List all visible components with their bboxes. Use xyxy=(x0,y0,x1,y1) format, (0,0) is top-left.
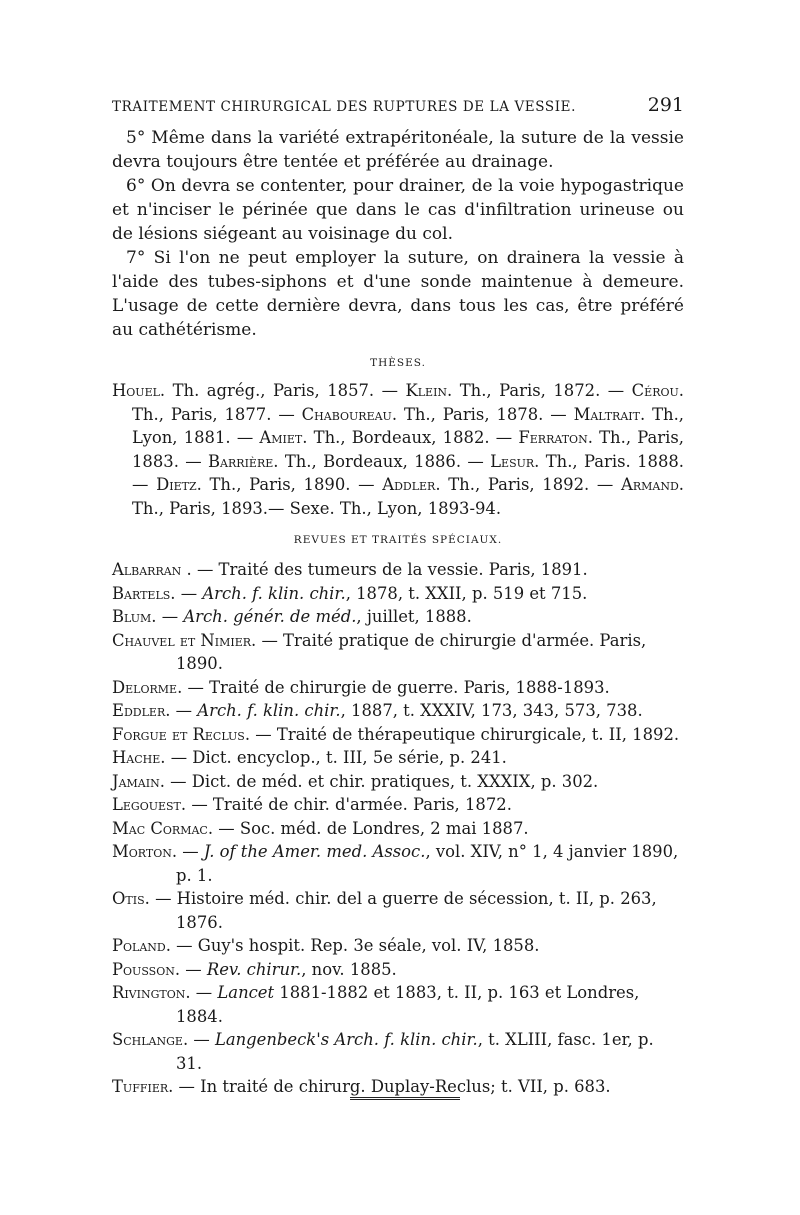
bib-author: Forgue et Reclus xyxy=(112,724,245,744)
thesis-author: Chaboureau xyxy=(301,404,392,424)
bib-author: Mac Cormac xyxy=(112,818,208,838)
thesis-details: . Th., Bordeaux, 1886. — xyxy=(273,451,491,471)
bib-text: . — xyxy=(185,983,218,1002)
bib-author: Pousson xyxy=(112,959,175,979)
thesis-details: . Th., Paris, 1878. — xyxy=(391,404,574,424)
bib-text: . — xyxy=(170,583,203,603)
bib-journal: Rev. chirur. xyxy=(206,959,302,979)
bib-author: Delorme xyxy=(112,677,178,697)
bibliography-entry xyxy=(112,629,684,676)
bib-author: Albarran xyxy=(112,560,182,579)
conclusion-paragraph xyxy=(112,174,684,246)
thesis-details: . Th., Paris. 1888. — xyxy=(132,451,685,494)
bib-author: Legouest xyxy=(112,795,181,814)
thesis-author: Amiet xyxy=(259,428,303,447)
thesis-details: . Th., Paris, 1893.— Sexe. Th., Lyon, 1893-94. xyxy=(132,475,684,518)
bib-author: Schlange xyxy=(112,1030,183,1049)
thesis-author: Ferraton xyxy=(518,428,588,447)
thesis-details: . Th. agrég., Paris, 1857. — xyxy=(159,381,406,400)
thesis-details: . Th., Paris, 1877. — xyxy=(132,381,684,424)
bib-text: 1881-1882 et 1883, t. II, p. 163 et Londres, 1884. xyxy=(176,983,640,1026)
bib-text: , nov. 1885. xyxy=(301,959,397,979)
bib-journal: Lancet xyxy=(217,983,275,1002)
bib-journal: Arch. f. klin. chir. xyxy=(197,701,341,720)
bib-author: Hache xyxy=(112,748,161,767)
bib-author: Eddler xyxy=(112,701,166,720)
thesis-author: Houel xyxy=(112,381,160,400)
thesis-author: Klein xyxy=(405,381,448,400)
bibliography-entry xyxy=(112,605,684,629)
bibliography-entry xyxy=(112,840,684,887)
thesis-author: Barrière xyxy=(208,451,274,471)
bib-text: . — Dict. encyclop., t. III, 5e série, p. 241. xyxy=(160,748,507,767)
bib-text: . — xyxy=(182,1030,215,1049)
thesis-details: . Th., Paris, 1892. — xyxy=(435,475,621,494)
bib-text: . — xyxy=(171,842,204,861)
thesis-details: . Th., Bordeaux, 1882. — xyxy=(302,428,519,447)
revues-heading: REVUES ET TRAITÉS SPÉCIAUX. xyxy=(293,534,503,546)
thesis-author: Addler xyxy=(382,475,436,494)
thesis-author: Armand xyxy=(621,475,679,494)
bib-journal: Arch. génér. de méd. xyxy=(183,607,357,626)
paragraph-number: 6° xyxy=(126,176,146,196)
bibliography-entry xyxy=(112,1075,684,1099)
bib-author: Rivington xyxy=(112,983,186,1002)
bibliography-entry xyxy=(112,770,684,794)
bibliography-entry xyxy=(112,887,684,934)
thesis-details: . Th., Paris, 1883. — xyxy=(132,428,684,471)
bibliography-entry xyxy=(112,1028,684,1075)
paragraph-number: 7° xyxy=(126,248,146,268)
bibliography-entry xyxy=(112,676,684,700)
bib-author: Otis xyxy=(112,889,145,908)
bibliography-entry xyxy=(112,958,684,982)
running-header xyxy=(112,94,684,116)
bib-author: Tuffier xyxy=(112,1077,169,1096)
theses-list xyxy=(112,379,684,520)
bib-text: . — Traité pratique de chirurgie d'armée. Paris, 1890. xyxy=(176,630,647,673)
bib-text: , juillet, 1888. xyxy=(356,607,472,626)
bib-author: Poland xyxy=(112,936,166,955)
bibliography-entry xyxy=(112,981,684,1028)
bib-text: . — Guy's hospit. Rep. 3e séale, vol. IV, 1858. xyxy=(165,936,540,955)
paragraph-text: Même dans la variété extrapéritonéale, la suture de la vessie devra toujours être tentée et préférée au drainage. xyxy=(112,128,684,172)
bib-text: . — Traité des tumeurs de la vessie. Paris, 1891. xyxy=(181,560,588,579)
end-rule xyxy=(350,1097,460,1100)
page-number: 291 xyxy=(647,94,684,116)
paragraph-number: 5° xyxy=(126,128,146,148)
bib-text: . — Histoire méd. chir. del a guerre de sécession, t. II, p. 263, 1876. xyxy=(144,889,657,932)
bib-text: . — Traité de chirurgie de guerre. Paris, 1888-1893. xyxy=(177,677,610,697)
bib-text: , 1878, t. XXII, p. 519 et 715. xyxy=(345,583,588,603)
bib-text: . — Traité de chir. d'armée. Paris, 1872. xyxy=(180,795,512,814)
bib-author: Chauvel et Nimier xyxy=(112,630,252,650)
conclusion-paragraph xyxy=(112,246,684,342)
bib-text: , t. XLIII, fasc. 1er, p. 31. xyxy=(176,1030,654,1073)
paragraph-text: On devra se contenter, pour drainer, de la voie hypogastrique et n'inciser le périnée que dans le cas d'infiltration urineuse ou de lésions siégeant au voisinage du col. xyxy=(112,176,684,244)
bib-text: . — Dict. de méd. et chir. pratiques, t. XXXIX, p. 302. xyxy=(159,771,599,791)
bibliography-entry xyxy=(112,817,684,841)
bib-text: , vol. XIV, n° 1, 4 janvier 1890, p. 1. xyxy=(176,842,679,885)
bib-text: . — xyxy=(174,959,207,979)
bibliography-entry xyxy=(112,934,684,958)
bibliography-entry xyxy=(112,793,684,817)
bibliography-entry xyxy=(112,558,684,582)
thesis-author: Dietz xyxy=(156,475,197,494)
bibliography-entry xyxy=(112,582,684,606)
thesis-author: Maltrait xyxy=(573,404,640,424)
bibliography-entry xyxy=(112,699,684,723)
thesis-author: Lesur xyxy=(490,451,535,471)
bib-author: Morton xyxy=(112,842,172,861)
bib-journal: J. of the Amer. med. Assoc. xyxy=(203,842,426,861)
thesis-details: . Th., Paris, 1890. — xyxy=(196,475,383,494)
bib-text: . — In traité de chirurg. Duplay-Reclus; t. VII, p. 683. xyxy=(168,1077,611,1096)
bib-author: Bartels xyxy=(112,583,171,603)
conclusion-paragraph xyxy=(112,126,684,174)
bib-journal: Arch. f. klin. chir. xyxy=(202,583,346,603)
bib-text: . — Soc. méd. de Londres, 2 mai 1887. xyxy=(207,818,529,838)
bib-text: . — xyxy=(165,701,198,720)
bibliography-entry xyxy=(112,746,684,770)
bibliography-list xyxy=(112,558,684,1099)
bib-journal: Langenbeck's Arch. f. klin. chir. xyxy=(214,1030,478,1049)
bib-text: . — xyxy=(151,607,184,626)
bib-text: . — Traité de thérapeutique chirurgicale, t. II, 1892. xyxy=(244,724,680,744)
thesis-details: . Th., Paris, 1872. — xyxy=(447,381,632,400)
bib-text: , 1887, t. XXXIV, 173, 343, 573, 738. xyxy=(340,701,643,720)
thesis-details: . Th., Lyon, 1881. — xyxy=(132,404,684,447)
running-title: TRAITEMENT CHIRURGICAL DES RUPTURES DE LA VESSIE. xyxy=(112,99,576,115)
bib-author: Blum xyxy=(112,607,152,626)
thesis-author: Cérou xyxy=(631,381,679,400)
theses-heading: THÈSES. xyxy=(370,357,426,369)
book-page xyxy=(112,94,684,1099)
bibliography-entry xyxy=(112,723,684,747)
paragraph-text: Si l'on ne peut employer la suture, on drainera la vessie à l'aide des tubes-siphons et d'une sonde maintenue à demeure. L'usage de cette dernière devra, dans tous les cas, être préféré au cathétérisme. xyxy=(112,248,684,340)
bib-author: Jamain xyxy=(112,771,160,791)
